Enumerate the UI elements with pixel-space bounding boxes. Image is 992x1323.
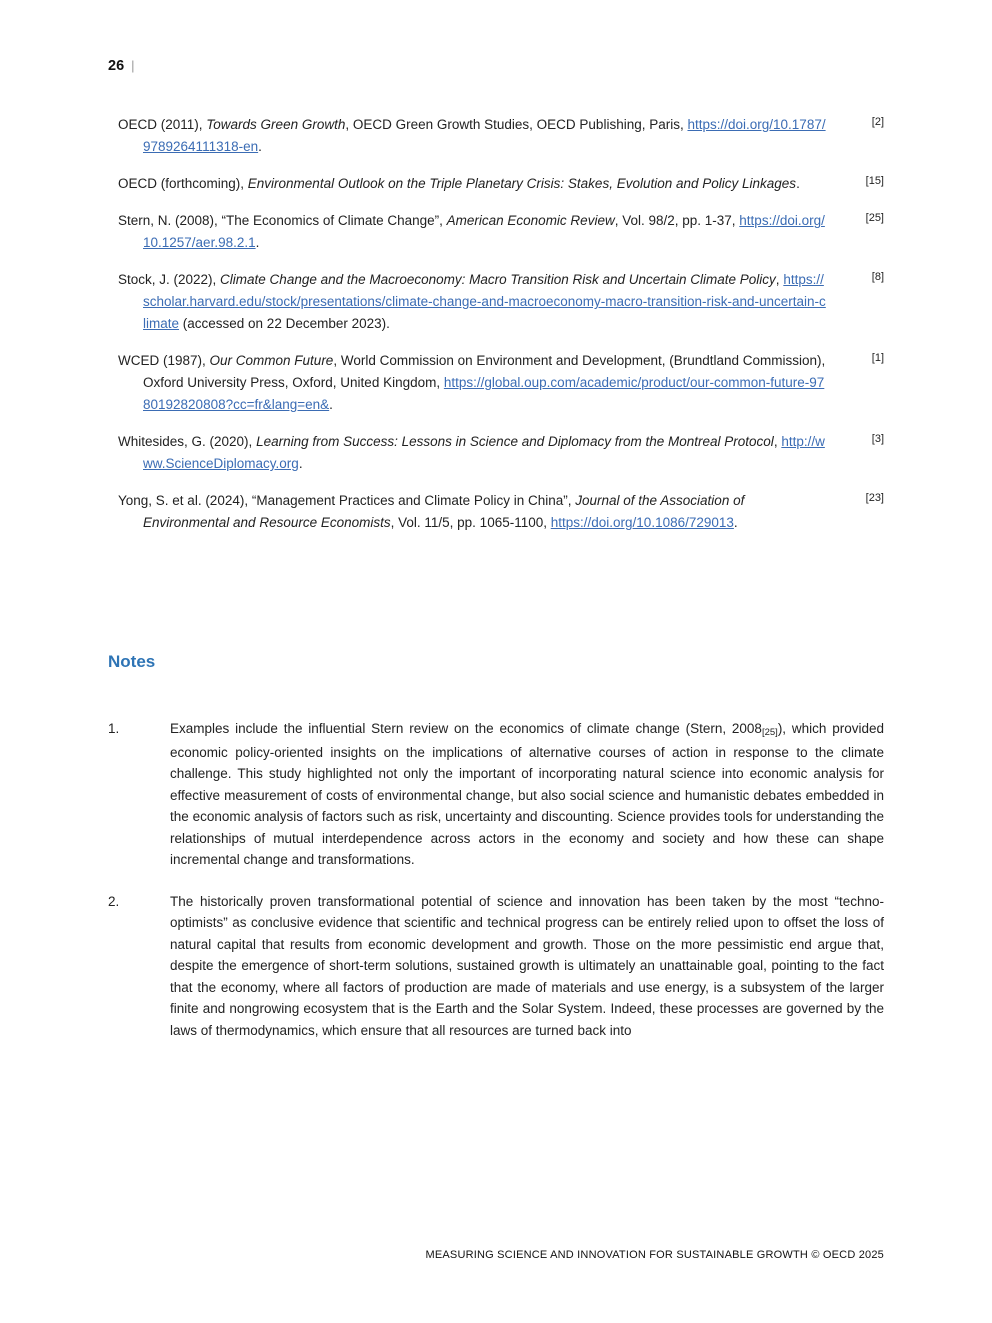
body-text: OECD (2011),: [118, 117, 207, 132]
body-text: .: [255, 235, 260, 250]
italic-title-text: Journal of the Association of Environmental and Resource Economists: [143, 493, 745, 530]
notes-section: [108, 718, 884, 1041]
reference-marker: [1]: [871, 352, 884, 364]
reference-item: [118, 210, 884, 254]
italic-title-text: Learning from Success: Lessons in Science and Diplomacy from the Montreal Protocol: [256, 434, 774, 449]
reference-text: [118, 176, 800, 191]
body-text: .: [298, 456, 303, 471]
reference-item: [118, 490, 884, 534]
hyperlink[interactable]: https://doi.org/10.1086/729013: [550, 515, 734, 530]
reference-marker: [3]: [871, 433, 884, 445]
reference-item: [118, 269, 884, 335]
notes-heading: Notes: [108, 652, 156, 671]
hyperlink[interactable]: http://www.ScienceDiplomacy.org: [143, 434, 825, 471]
reference-text: [118, 117, 826, 154]
reference-marker: [8]: [871, 271, 884, 283]
footer-text: MEASURING SCIENCE AND INNOVATION FOR SUSTAINABLE GROWTH © OECD 2025: [425, 1249, 884, 1261]
body-text: , World Commission on Environment and Development, (Brundtland Commission), Oxford University Press, Oxford, United Kingdom,: [143, 353, 826, 390]
reference-text: [118, 434, 825, 471]
body-text: , Vol. 11/5, pp. 1065-1100,: [390, 515, 551, 530]
page-number: 26: [108, 58, 125, 74]
reference-marker: [2]: [871, 116, 884, 128]
reference-marker: [25]: [865, 212, 884, 224]
reference-item: [118, 431, 884, 475]
body-text: ), which provided economic policy-oriented insights on the implications of alternative courses of action in response to the climate challenge. This study highlighted not only the important of incorporating natural science into economic analysis for effective measurement of costs of environmental change, but also social science and humanistic debates embedded in the economic analysis of factors such as risk, uncertainty and discounting. Science provides tools for understanding the relationships of mutual interdependence across actors in the economy and society and how these can shape incremental change and transformations.: [170, 721, 884, 867]
body-text: Yong, S. et al. (2024), “Management Practices and Climate Policy in China”,: [118, 493, 576, 508]
italic-title-text: Environmental Outlook on the Triple Planetary Crisis: Stakes, Evolution and Policy Linkages: [247, 176, 797, 191]
reference-item: [118, 173, 884, 195]
body-text: , OECD Green Growth Studies, OECD Publishing, Paris,: [345, 117, 688, 132]
reference-text: [118, 272, 826, 331]
note-number: 2.: [108, 893, 120, 909]
citation-marker: [25]: [761, 727, 778, 738]
note-item: [108, 718, 884, 871]
body-text: Whitesides, G. (2020),: [118, 434, 257, 449]
body-text: .: [733, 515, 738, 530]
reference-item: [118, 350, 884, 416]
body-text: The historically proven transformational potential of science and innovation has been taken by the most “techno-optimists” as conclusive evidence that scientific and technical progress can be entirely relied upon to offset the loss of natural capital that results from economic development and growth. Those on the more pessimistic end argue that, despite the emergence of short-term solutions, sustained growth is ultimately an unattainable goal, pointing to the fact that the economy, where all factors of production are made of materials and use energy, is a subsystem of the larger finite and nongrowing ecosystem that is the Earth and the Solar System. Indeed, these processes are governed by the laws of thermodynamics, which ensure that all resources are turned back into: [170, 893, 884, 1038]
note-number: 1.: [108, 721, 120, 736]
references-section: [118, 114, 884, 534]
body-text: Examples include the influential Stern review on the economics of climate change (Stern, 2008: [170, 721, 762, 736]
body-text: .: [258, 139, 262, 154]
hyperlink[interactable]: https://doi.org/10.1257/aer.98.2.1: [143, 213, 825, 250]
note-text: [170, 718, 884, 871]
body-text: Stern, N. (2008), “The Economics of Climate Change”,: [118, 213, 447, 228]
italic-title-text: Our Common Future: [209, 353, 334, 368]
note-text: [170, 891, 884, 1042]
hyperlink[interactable]: https://global.oup.com/academic/product/our-common-future-9780192820808?cc=fr&lang=en&: [143, 375, 825, 412]
page-header-separator: |: [131, 58, 135, 73]
reference-item: [118, 114, 884, 158]
reference-text: [118, 353, 825, 412]
body-text: ,: [773, 434, 782, 449]
body-text: (accessed on 22 December 2023).: [179, 316, 390, 331]
body-text: WCED (1987),: [118, 353, 210, 368]
reference-marker: [15]: [865, 175, 884, 187]
body-text: ,: [775, 272, 784, 287]
body-text: .: [329, 397, 333, 412]
note-item: [108, 891, 884, 1042]
hyperlink[interactable]: https://scholar.harvard.edu/stock/presentations/climate-change-and-macroeconomy-macro-transition-risk-and-uncertain-climate: [143, 272, 826, 331]
body-text: , Vol. 98/2, pp. 1-37,: [614, 213, 740, 228]
reference-text: [118, 493, 744, 530]
hyperlink[interactable]: https://doi.org/10.1787/9789264111318-en: [143, 117, 826, 154]
body-text: .: [796, 176, 800, 191]
reference-text: [118, 213, 825, 250]
body-text: OECD (forthcoming),: [118, 176, 248, 191]
reference-marker: [23]: [865, 492, 884, 504]
italic-title-text: Climate Change and the Macroeconomy: Macro Transition Risk and Uncertain Climate Policy: [220, 272, 776, 287]
body-text: Stock, J. (2022),: [118, 272, 221, 287]
italic-title-text: Towards Green Growth: [206, 117, 346, 132]
page-header: [108, 58, 884, 74]
italic-title-text: American Economic Review: [446, 213, 615, 228]
